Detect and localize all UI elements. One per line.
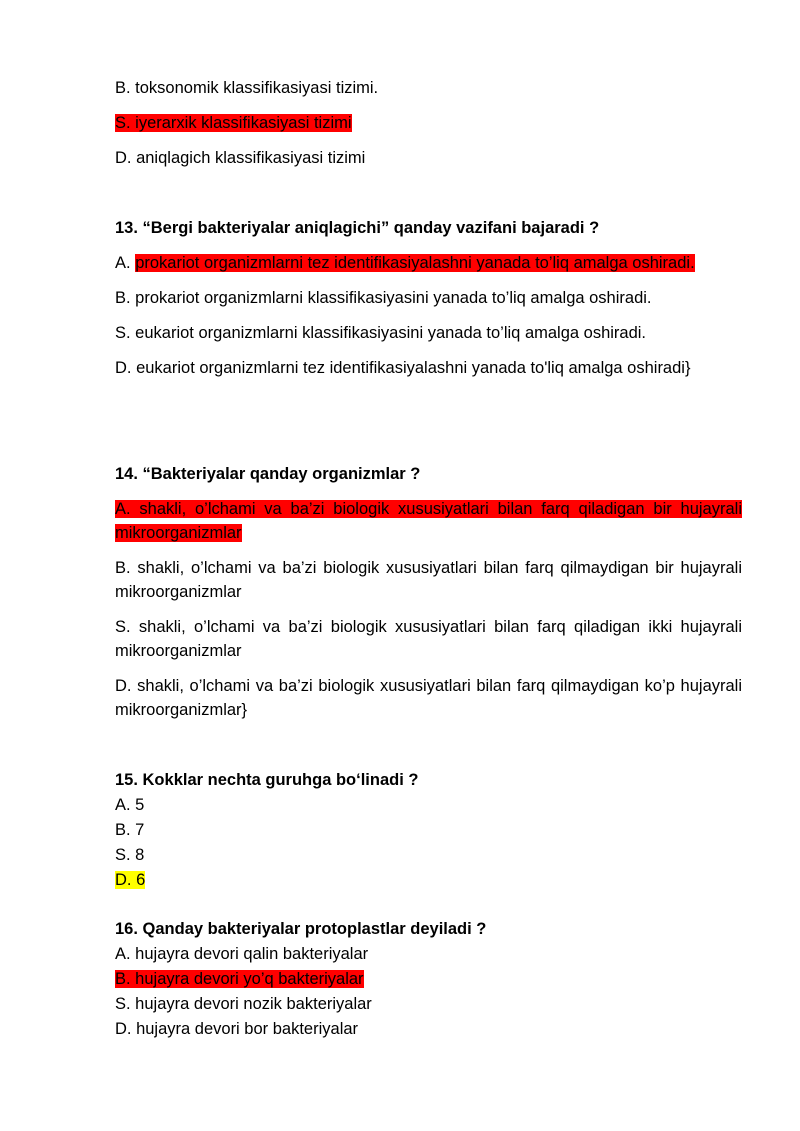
- answer-highlight: B. hujayra devori yo’q bakteriyalar: [115, 970, 364, 988]
- q16-option-d: D. hujayra devori bor bakteriyalar: [115, 1020, 359, 1038]
- q14-option-d: D. shakli, o’lchami va ba’zi biologik xususiyatlari bilan farq qilmaydigan ko’p hujayrali mikroorganizmlar}: [115, 677, 742, 719]
- q13-option-d: D. eukariot organizmlarni tez identifikasiyalashni yanada to'liq amalga oshiradi}: [115, 359, 691, 377]
- q15-option-b: B. 7: [115, 821, 145, 839]
- q16-option-b-answer: [115, 967, 742, 992]
- q13-option-b: B. prokariot organizmlarni klassifikasiyasini yanada to’liq amalga oshiradi.: [115, 289, 652, 307]
- answer-highlight: D. 6: [115, 871, 146, 889]
- q12-option-d: D. aniqlagich klassifikasiyasi tizimi: [115, 149, 366, 167]
- answer-highlight: prokariot organizmlarni tez identifikasiyalashni yanada to’liq amalga oshiradi.: [135, 254, 695, 272]
- q16-block: [115, 917, 742, 1042]
- q13-question: 13. “Bergi bakteriyalar aniqlagichi” qanday vazifani bajaradi ?: [115, 219, 600, 237]
- q15-option-s: S. 8: [115, 846, 145, 864]
- q14-option-a-answer: [115, 497, 742, 545]
- q13-option-a-answer: [115, 251, 742, 275]
- answer-highlight: S. iyerarxik klassifikasiyasi tizimi: [115, 114, 352, 132]
- q15-option-a: A. 5: [115, 796, 145, 814]
- q12-option-s-answer: [115, 111, 742, 135]
- q16-option-a: A. hujayra devori qalin bakteriyalar: [115, 945, 369, 963]
- q16-option-s: S. hujayra devori nozik bakteriyalar: [115, 995, 372, 1013]
- q14-question: 14. “Bakteriyalar qanday organizmlar ?: [115, 465, 421, 483]
- q12-option-b: B. toksonomik klassifikasiyasi tizimi.: [115, 79, 379, 97]
- q13-option-s: S. eukariot organizmlarni klassifikasiyasini yanada to’liq amalga oshiradi.: [115, 324, 647, 342]
- q14-option-b: B. shakli, o’lchami va ba’zi biologik xususiyatlari bilan farq qilmaydigan bir hujayrali mikroorganizmlar: [115, 559, 742, 601]
- q15-question: 15. Kokklar nechta guruhga bo‘linadi ?: [115, 771, 419, 789]
- answer-highlight: A. shakli, o’lchami va ba’zi biologik xususiyatlari bilan farq qiladigan bir hujayrali mikroorganizmlar: [115, 500, 742, 542]
- q16-question: 16. Qanday bakteriyalar protoplastlar deyiladi ?: [115, 920, 487, 938]
- document-content: [115, 76, 742, 1042]
- q14-option-s: S. shakli, o’lchami va ba’zi biologik xususiyatlari bilan farq qiladigan ikki hujayrali mikroorganizmlar: [115, 618, 742, 660]
- q15-option-d-answer: [115, 868, 742, 893]
- q15-block: [115, 768, 742, 893]
- option-prefix: A.: [115, 254, 136, 272]
